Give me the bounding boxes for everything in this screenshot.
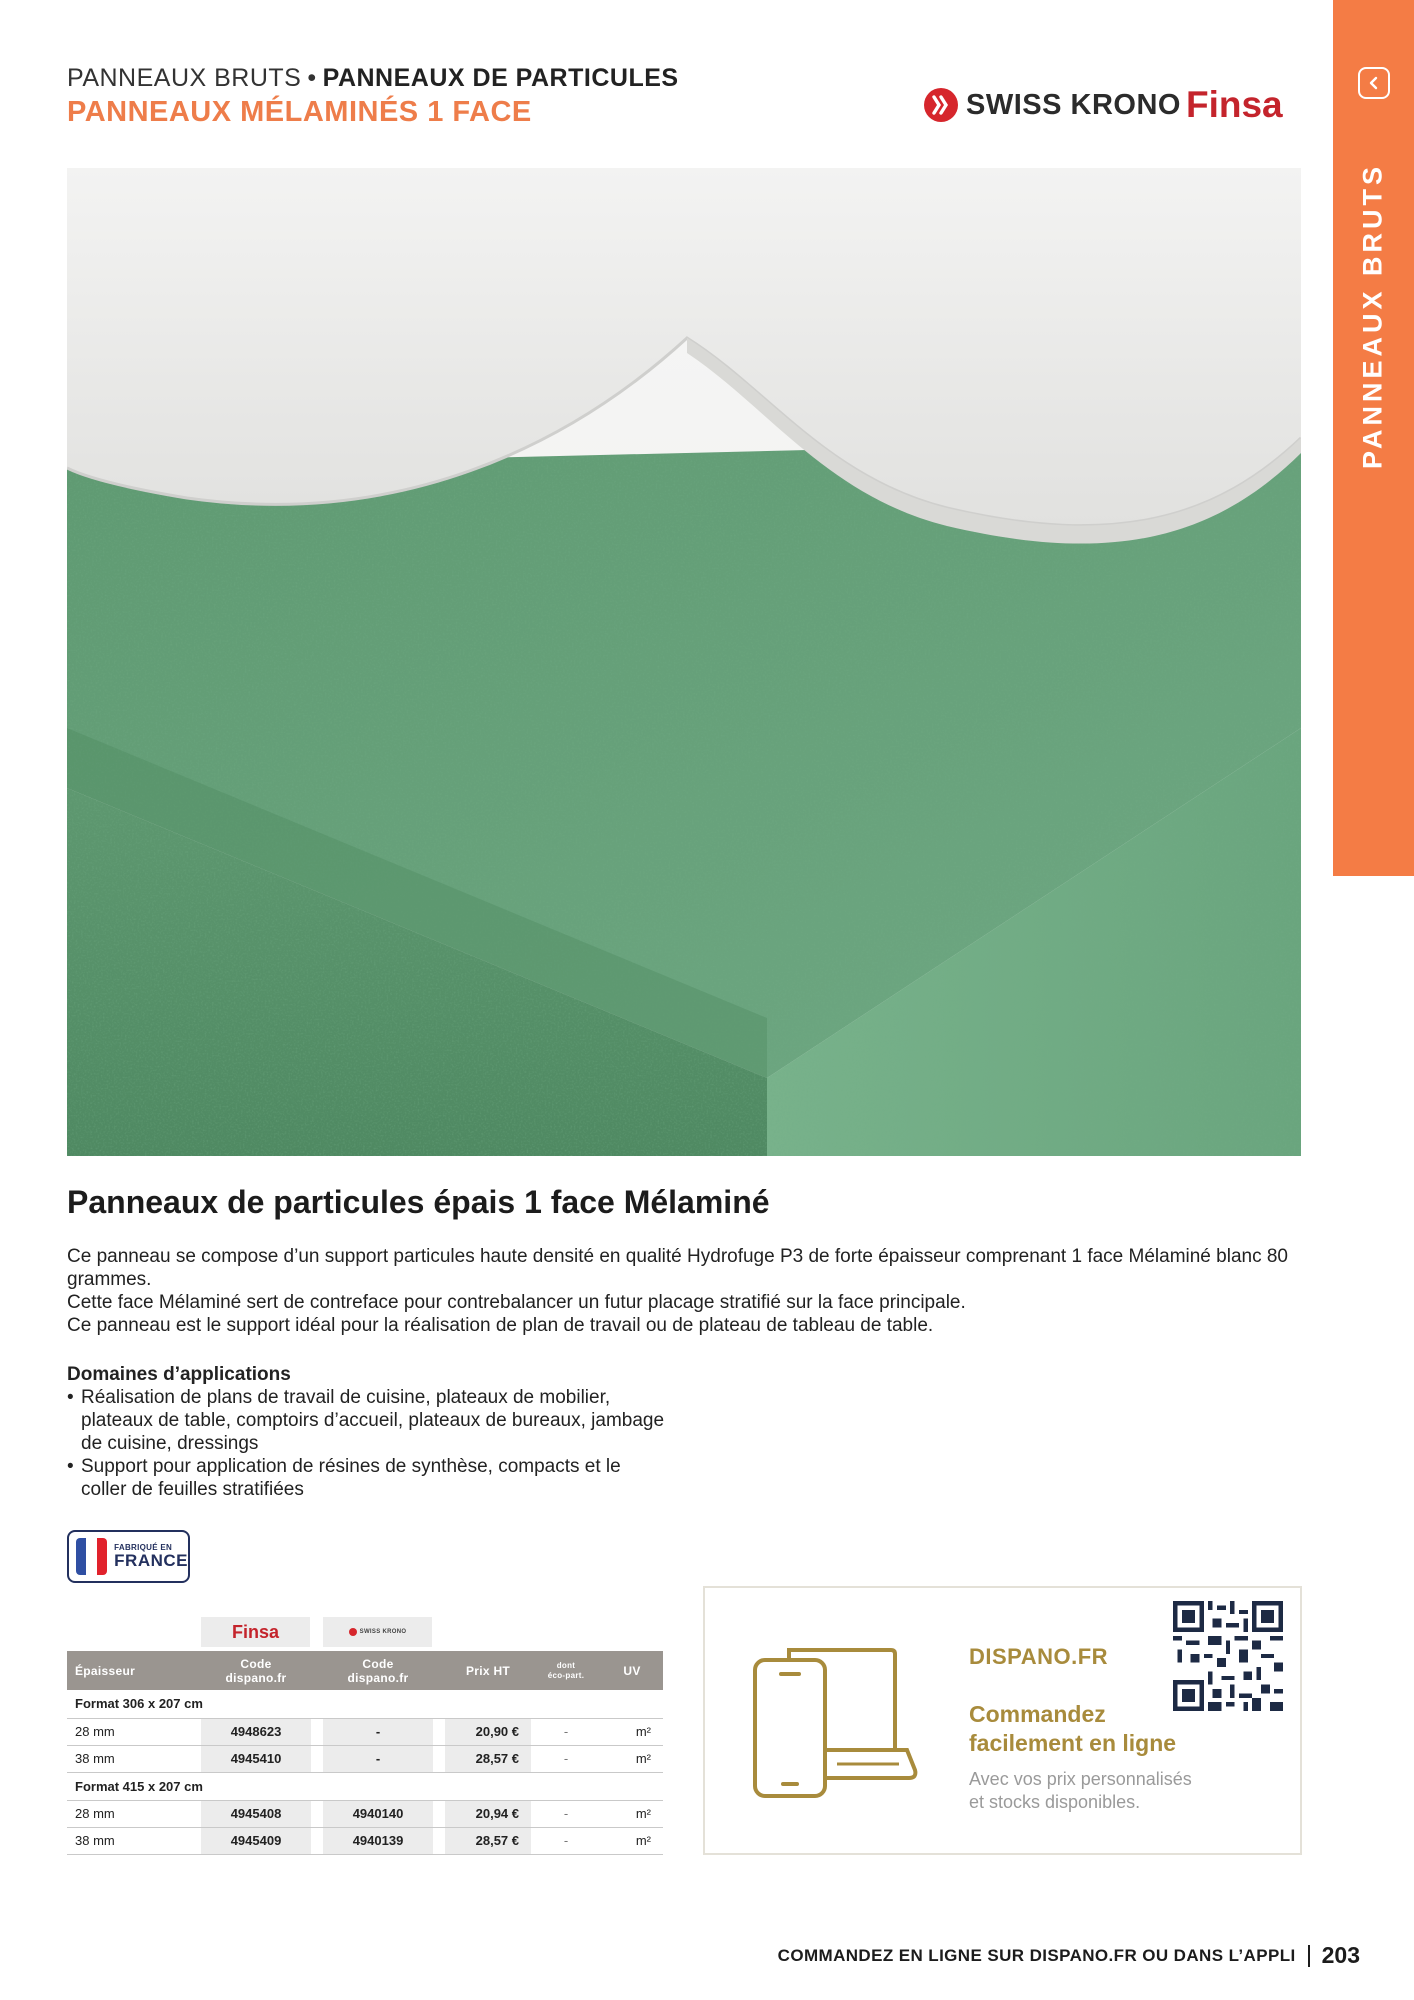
header-prix: Prix HT bbox=[445, 1651, 531, 1690]
footer-divider bbox=[1308, 1945, 1310, 1967]
breadcrumb-section: PANNEAUX BRUTS bbox=[67, 64, 302, 92]
header-eco: dont éco-part. bbox=[531, 1651, 601, 1690]
breadcrumb-separator: • bbox=[307, 64, 317, 92]
swiss-krono-logo bbox=[924, 88, 1181, 122]
domains-title: Domaines d’applications bbox=[67, 1364, 291, 1385]
side-tab bbox=[1333, 0, 1414, 876]
footer-cta: COMMANDEZ EN LIGNE SUR DISPANO.FR OU DANS L’APPLI bbox=[777, 1945, 1296, 1965]
table-brand-finsa: Finsa bbox=[201, 1617, 310, 1647]
description-paragraph: Ce panneau se compose d’un support particules haute densité en qualité Hydrofuge P3 de forte épaisseur comprenant 1 face Mélaminé blanc 80 grammes. bbox=[67, 1246, 1288, 1290]
finsa-logo: Finsa bbox=[1186, 84, 1283, 125]
product-title: Panneaux de particules épais 1 face Mélaminé bbox=[67, 1184, 770, 1220]
side-tab-label: PANNEAUX BRUTS bbox=[1357, 162, 1388, 470]
badge-line-1: FABRIQUÉ EN bbox=[114, 1543, 173, 1552]
swiss-krono-wordmark: SWISS KRONO bbox=[966, 88, 1181, 121]
price-table bbox=[67, 1651, 663, 1855]
domains-list-item: • Réalisation de plans de travail de cuisine, plateaux de mobilier, plateaux de table, comptoirs d’accueil, plateaux de bureaux, jambage de cuisine, dressings bbox=[67, 1386, 667, 1455]
swiss-krono-icon bbox=[349, 1628, 357, 1636]
page-number: 203 bbox=[1321, 1942, 1360, 1968]
dispano-note: Avec vos prix personnalisés et stocks disponibles. bbox=[969, 1769, 1192, 1812]
page-subtitle: PANNEAUX MÉLAMINÉS 1 FACE bbox=[67, 96, 532, 128]
application-domains bbox=[67, 1363, 667, 1501]
header-code-swiss: Code dispano.fr bbox=[323, 1651, 433, 1690]
domains-list-item: • Support pour application de résines de synthèse, compacts et le coller de feuilles stratifiées bbox=[67, 1455, 667, 1501]
header-epaisseur: Épaisseur bbox=[67, 1651, 201, 1690]
badge-line-2: FRANCE bbox=[114, 1551, 188, 1570]
product-description bbox=[67, 1245, 1301, 1337]
breadcrumb-category: PANNEAUX DE PARTICULES bbox=[322, 64, 679, 92]
page-footer bbox=[778, 1942, 1360, 1969]
table-row: 28 mm 4945408 4940140 20,94 € - m² bbox=[67, 1800, 663, 1827]
header-uv: UV bbox=[601, 1651, 663, 1690]
header-code-finsa: Code dispano.fr bbox=[201, 1651, 311, 1690]
description-paragraph: Cette face Mélaminé sert de contreface pour contrebalancer un futur placage stratifié sur la face principale. bbox=[67, 1292, 966, 1313]
swiss-krono-icon bbox=[924, 88, 958, 122]
product-photo bbox=[67, 168, 1301, 1156]
description-paragraph: Ce panneau est le support idéal pour la réalisation de plan de travail ou de plateau de tableau de table. bbox=[67, 1315, 934, 1336]
chevron-left-icon[interactable] bbox=[1358, 67, 1390, 99]
table-row: 28 mm 4948623 - 20,90 € - m² bbox=[67, 1718, 663, 1745]
table-group-row: Format 306 x 207 cm bbox=[67, 1690, 663, 1718]
made-in-france-badge bbox=[67, 1530, 190, 1583]
table-row: 38 mm 4945410 - 28,57 € - m² bbox=[67, 1745, 663, 1772]
phone-laptop-icon bbox=[753, 1648, 919, 1800]
dispano-site-link[interactable]: DISPANO.FR bbox=[969, 1644, 1109, 1669]
table-group-row: Format 415 x 207 cm bbox=[67, 1772, 663, 1800]
breadcrumb bbox=[67, 64, 679, 93]
domains-list bbox=[67, 1386, 667, 1501]
table-brand-swiss-krono: SWISS KRONO bbox=[323, 1617, 432, 1647]
france-flag-icon bbox=[76, 1538, 107, 1575]
qr-code-icon[interactable] bbox=[1173, 1601, 1283, 1711]
dispano-order-text: Commandez facilement en ligne bbox=[969, 1701, 1177, 1756]
dispano-promo-box bbox=[703, 1586, 1302, 1855]
table-row: 38 mm 4945409 4940139 28,57 € - m² bbox=[67, 1827, 663, 1854]
table-header-row bbox=[67, 1651, 663, 1690]
